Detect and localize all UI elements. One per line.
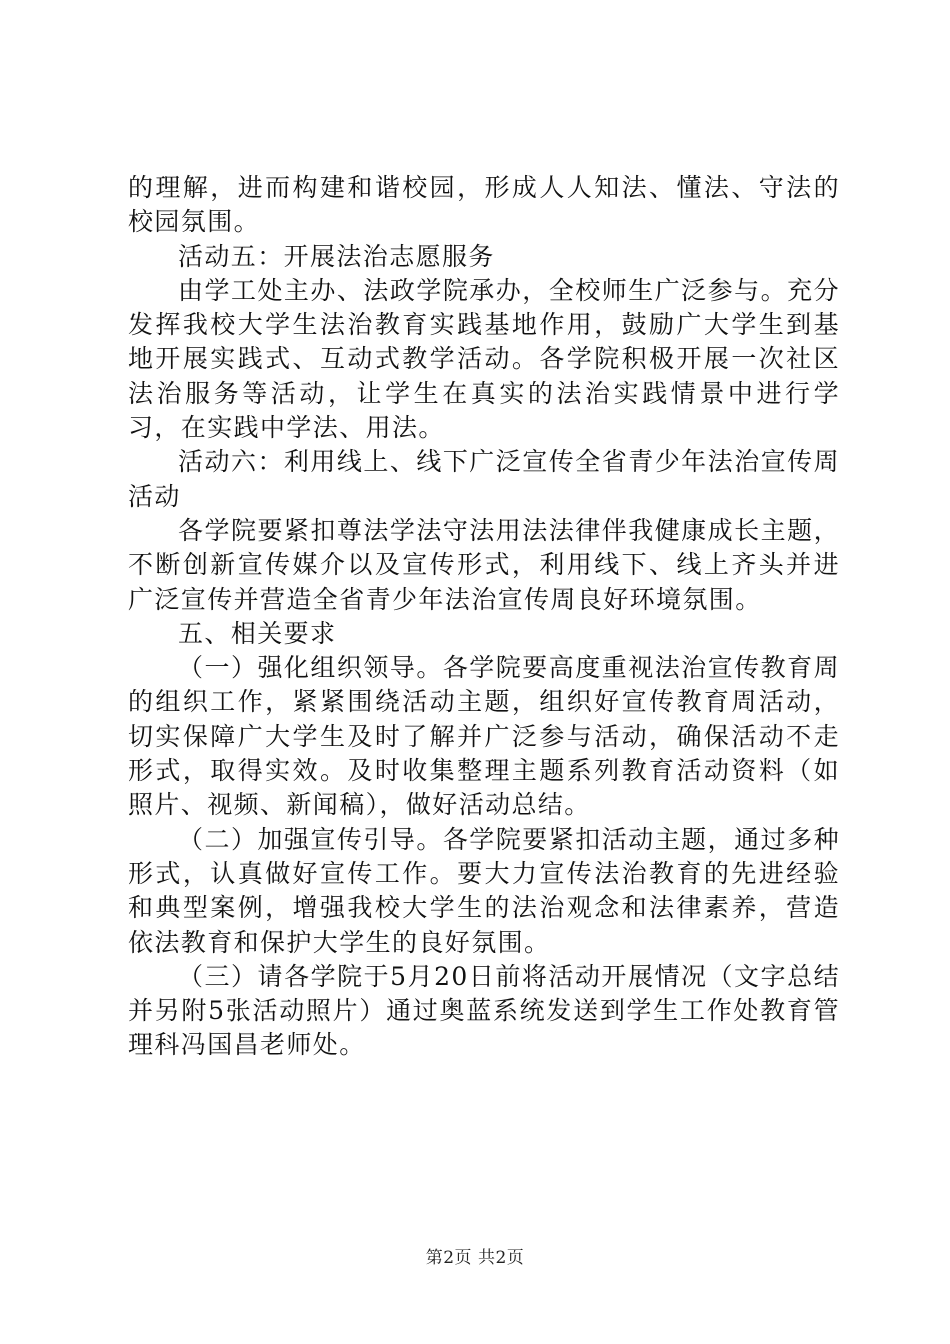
requirement-two: （二）加强宣传引导。各学院要紧扣活动主题，通过多种形式，认真做好宣传工作。要大力宣传法治教育的先进经验和典型案例，增强我校大学生的法治观念和法律素养，营造依法教育和保护大学生的良好氛围。 <box>128 824 840 957</box>
document-body <box>128 171 840 1063</box>
requirement-one: （一）强化组织领导。各学院要高度重视法治宣传教育周的组织工作，紧紧围绕活动主题，组织好宣传教育周活动，切实保障广大学生及时了解并广泛参与活动，确保活动不走形式，取得实效。及时收集整理主题系列教育活动资料（如照片、视频、新闻稿），做好活动总结。 <box>128 653 840 820</box>
paragraph: 的理解，进而构建和谐校园，形成人人知法、懂法、守法的校园氛围。 <box>128 173 840 237</box>
section-five-heading: 五、相关要求 <box>178 618 337 648</box>
activity-six-heading: 活动六：利用线上、线下广泛宣传全省青少年法治宣传周活动 <box>128 447 840 511</box>
paragraph: 各学院要紧扣尊法学法守法用法法律伴我健康成长主题，不断创新宣传媒介以及宣传形式，利用线下、线上齐头并进广泛宣传并营造全省青少年法治宣传周良好环境氛围。 <box>128 515 840 614</box>
activity-five-heading: 活动五：开展法治志愿服务 <box>178 241 495 271</box>
page-number-footer: 第2页 共2页 <box>425 1248 525 1268</box>
paragraph: 由学工处主办、法政学院承办，全校师生广泛参与。充分发挥我校大学生法治教育实践基地作用，鼓励广大学生到基地开展实践式、互动式教学活动。各学院积极开展一次社区法治服务等活动，让学生在真实的法治实践情景中进行学习，在实践中学法、用法。 <box>128 275 840 443</box>
requirement-three: （三）请各学院于5月20日前将活动开展情况（文字总结并另附5张活动照片）通过奥蓝系统发送到学生工作处教育管理科冯国昌老师处。 <box>128 961 840 1060</box>
